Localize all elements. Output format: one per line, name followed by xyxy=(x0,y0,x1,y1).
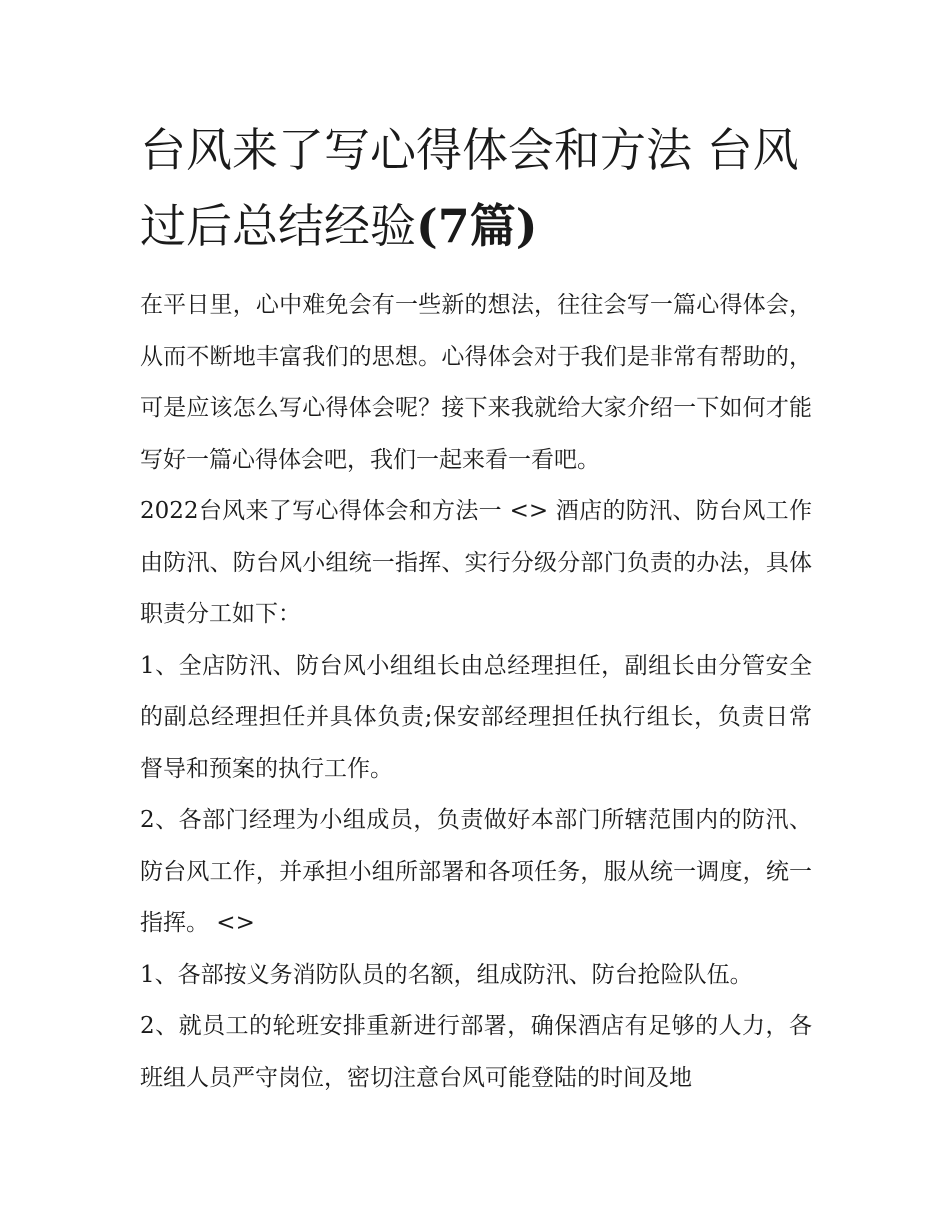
paragraph-intro: 在平日里，心中难免会有一些新的想法，往往会写一篇心得体会，从而不断地丰富我们的思想。心得体会对于我们是非常有帮助的，可是应该怎么写心得体会呢？接下来我就给大家介绍一下如何才能写好一篇心得体会吧，我们一起来看一看吧。 xyxy=(140,292,812,473)
paragraph-method-one: 2022台风来了写心得体会和方法一 <> 酒店的防汛、防台风工作由防汛、防台风小组统一指挥、实行分级分部门负责的办法，具体职责分工如下： xyxy=(140,498,812,627)
paragraph-item-1: 1、全店防汛、防台风小组组长由总经理担任，副组长由分管安全的副总经理担任并具体负责;保安部经理担任执行组长，负责日常督导和预案的执行工作。 xyxy=(140,652,812,782)
document-title xyxy=(140,112,812,264)
paragraph-item-4: 2、就员工的轮班安排重新进行部署，确保酒店有足够的人力，各班组人员严守岗位，密切注意台风可能登陆的时间及地 xyxy=(140,1013,812,1091)
title-count: (7篇) xyxy=(416,199,538,253)
document-body xyxy=(140,112,812,1104)
paragraph-item-3: 1、各部按义务消防队员的名额，组成防汛、防台抢险队伍。 xyxy=(140,961,753,988)
title-text: 台风来了写心得体会和方法 台风过后总结经验 xyxy=(140,123,799,253)
paragraph-item-2: 2、各部门经理为小组成员，负责做好本部门所辖范围内的防汛、防台风工作，并承担小组所部署和各项任务，服从统一调度，统一指挥。 <> xyxy=(140,807,812,936)
